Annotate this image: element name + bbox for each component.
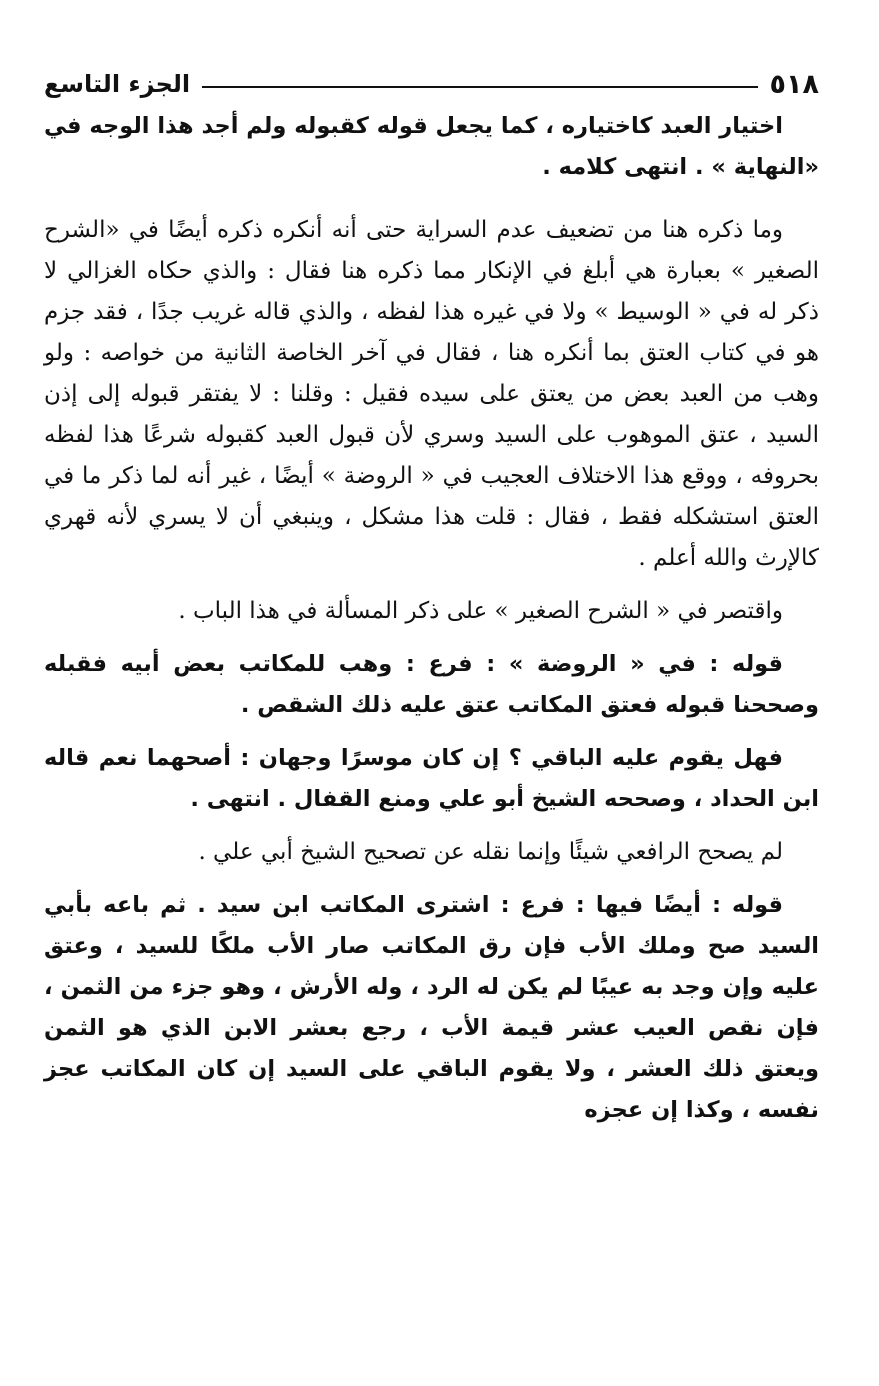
running-title: الجزء التاسع [44,70,191,98]
paragraph-1: اختيار العبد كاختياره ، كما يجعل قوله كقبوله ولم أجد هذا الوجه في «النهاية » . انتهى كلامه . [44,113,819,180]
paragraph-7: قوله : أيضًا فيها : فرع : اشترى المكاتب ابن سيد . ثم باعه بأبي السيد صح وملك الأب فإن رق المكاتب صار الأب ملكًا للسيد ، وعتق عليه وإن وجد به عيبًا لم يكن له الرد ، وله الأرش ، وهو جزء من الثمن ، فإن نقص العيب عشر قيمة الأب ، رجع بعشر الابن الذي هو الثمن ويعتق ذلك العشر ، ولا يقوم الباقي على السيد إن كان المكاتب عجز نفسه ، وكذا إن عجزه [44,892,819,1123]
page-number: ٥١٨ [769,68,819,100]
paragraph-5: فهل يقوم عليه الباقي ؟ إن كان موسرًا وجهان : أصحهما نعم قاله ابن الحداد ، وصححه الشيخ أبو علي ومنع القفال . انتهى . [44,745,819,812]
page-header [44,62,819,106]
paragraph-3: واقتصر في « الشرح الصغير » على ذكر المسألة في هذا الباب . [178,598,783,624]
paragraph-2: وما ذكره هنا من تضعيف عدم السراية حتى أنه أنكره ذكره أيضًا في «الشرح الصغير » بعبارة هي أبلغ في الإنكار مما ذكره هنا فقال : والذي حكاه الغزالي لا ذكر له في « الوسيط » ولا في غيره هذا لفظه ، والذي قاله غريب جدًا ، فقد جزم هو في كتاب العتق بما أنكره هنا ، فقال في آخر الخاصة الثانية من خواصه : ولو وهب من العبد بعض من يعتق على سيده فقيل : وقلنا : لا يفتقر قبوله إلى إذن السيد ، عتق الموهوب على السيد وسري لأن قبول العبد كقبوله شرعًا هذا لفظه بحروفه ، ووقع هذا الاختلاف العجيب في « الروضة » أيضًا ، غير أنه لما ذكر ما في العتق استشكله فقط ، فقال : قلت هذا مشكل ، وينبغي أن لا يسري لأنه قهري كالإرث والله أعلم . [44,217,819,571]
paragraph-4: قوله : في « الروضة » : فرع : وهب للمكاتب بعض أبيه فقبله وصححنا قبوله فعتق المكاتب عتق عليه ذلك الشقص . [44,651,819,718]
header-rule [202,86,757,88]
document-page [44,62,819,1131]
paragraph-6: لم يصحح الرافعي شيئًا وإنما نقله عن تصحيح الشيخ أبي علي . [198,839,783,865]
